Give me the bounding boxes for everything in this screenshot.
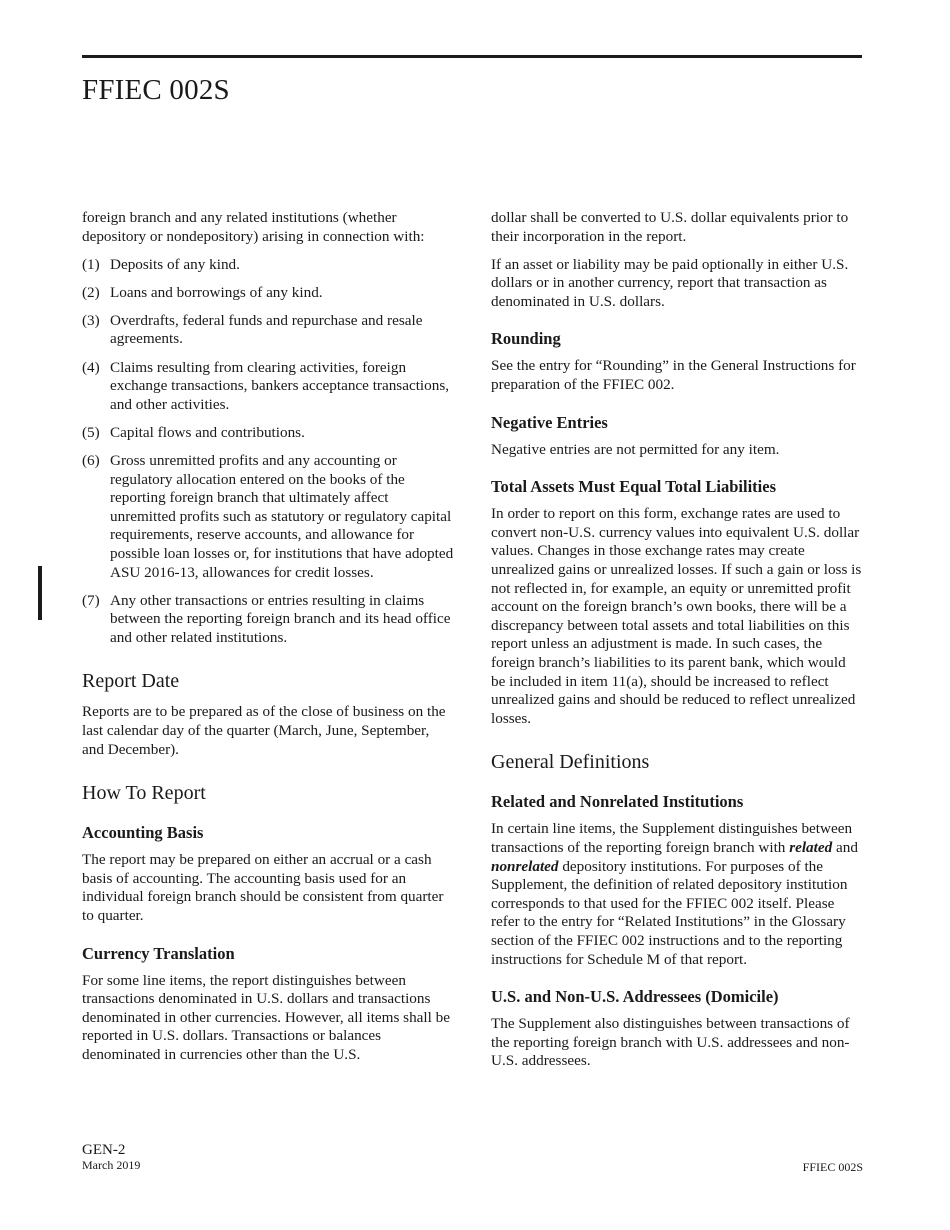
- intro-paragraph: foreign branch and any related institutions (whether depository or nondepository) arising in connection with:: [82, 209, 425, 245]
- negative-entries-text: Negative entries are not permitted for any item.: [491, 440, 780, 458]
- how-to-report-heading: How To Report: [82, 782, 206, 805]
- header-rule: [82, 55, 862, 58]
- report-date-heading: Report Date: [82, 670, 180, 693]
- total-assets-heading: Total Assets Must Equal Total Liabilities: [491, 477, 777, 497]
- addressees-heading: U.S. and Non-U.S. Addressees (Domicile): [491, 987, 779, 1007]
- footer-form-name: FFIEC 002S: [802, 1160, 863, 1174]
- left-column: [82, 209, 455, 1074]
- accounting-basis-heading: Accounting Basis: [82, 823, 204, 843]
- rounding-text: See the entry for “Rounding” in the General Instructions for preparation of the FFIEC 002.: [491, 357, 856, 394]
- list-item: (3) Overdrafts, federal funds and repurchase and resale agreements.: [82, 311, 423, 348]
- negative-entries-heading: Negative Entries: [491, 412, 608, 432]
- list-item: (5) Capital flows and contributions.: [82, 423, 305, 441]
- addressees-text: The Supplement also distinguishes between transactions of the reporting foreign branch with U.S. addressees and non-U.S. addressees.: [491, 1015, 850, 1070]
- accounting-basis-text: The report may be prepared on either an accrual or a cash basis of accounting. The accounting basis used for an individual foreign branch should be consistent from quarter to quarter.: [82, 851, 444, 924]
- related-institutions-heading: Related and Nonrelated Institutions: [491, 792, 744, 812]
- optional-currency-text: If an asset or liability may be paid optionally in either U.S. dollars or in another currency, report that transaction as denominated in U.S. dollars.: [491, 255, 849, 310]
- list-item: (6) Gross unremitted profits and any accounting or regulatory allocation entered on the books of the reporting foreign branch that ultimately affect unremitted profits such as statutory or regulatory capital requirements, reserve accounts, and allowance for possible loan losses or, for institutions that have adopted ASU 2016-13, allowances for credit losses.: [82, 451, 454, 581]
- currency-continued-text: dollar shall be converted to U.S. dollar equivalents prior to their incorporation in the report.: [491, 209, 849, 245]
- transaction-list: [82, 256, 455, 648]
- report-date-text: Reports are to be prepared as of the close of business on the last calendar day of the quarter (March, June, September, and December).: [82, 703, 446, 758]
- currency-translation-text: For some line items, the report distinguishes between transactions denominated in U.S. dollars and transactions denominated in other currencies. However, all items shall be reported in U.S. dollars. Transactions or balances denominated in currencies other than the U.S.: [82, 971, 450, 1063]
- document-title: FFIEC 002S: [82, 74, 230, 106]
- related-institutions-text: In certain line items, the Supplement distinguishes between transactions of the reporting foreign branch with related and nonrelated depository institutions. For purposes of the Supplement, the definition of related depository institution corresponds to that used for the FFIEC 002 itself. Please refer to the entry for “Related Institutions” in the Glossary section of the FFIEC 002 instructions and to the reporting instructions for Schedule M of that report.: [491, 820, 858, 968]
- list-item: (7) Any other transactions or entries resulting in claims between the reporting foreign branch and its head office and other related institutions.: [82, 591, 451, 646]
- list-item: (2) Loans and borrowings of any kind.: [82, 283, 323, 301]
- nonrelated-emphasis: nonrelated: [491, 857, 559, 875]
- revision-change-bar: [38, 566, 42, 620]
- currency-translation-heading: Currency Translation: [82, 943, 235, 963]
- page-number: GEN-2: [82, 1142, 126, 1158]
- total-assets-text: In order to report on this form, exchange rates are used to convert non-U.S. currency values into equivalent U.S. dollar values. Changes in those exchange rates may create unrealized gains or unrealized losses. If such a gain or loss is not reflected in, for example, an equity or unremitted profit account on the foreign branch’s own books, there will be a discrepancy between total assets and total liabilities on this report unless an adjustment is made. In such cases, the foreign branch’s liabilities to its parent bank, which would be included in item 11(a), should be increased to reflect unrealized gains and should be reduced to reflect unrealized losses.: [491, 505, 862, 727]
- related-emphasis: related: [789, 838, 833, 856]
- general-definitions-heading: General Definitions: [491, 751, 650, 774]
- rounding-heading: Rounding: [491, 329, 561, 349]
- list-item: (1) Deposits of any kind.: [82, 255, 240, 273]
- list-item: (4) Claims resulting from clearing activities, foreign exchange transactions, bankers acceptance transactions, and other activities.: [82, 358, 450, 413]
- footer-page-info: [82, 1143, 140, 1173]
- right-column: [491, 209, 863, 1080]
- revision-date: March 2019: [82, 1158, 141, 1172]
